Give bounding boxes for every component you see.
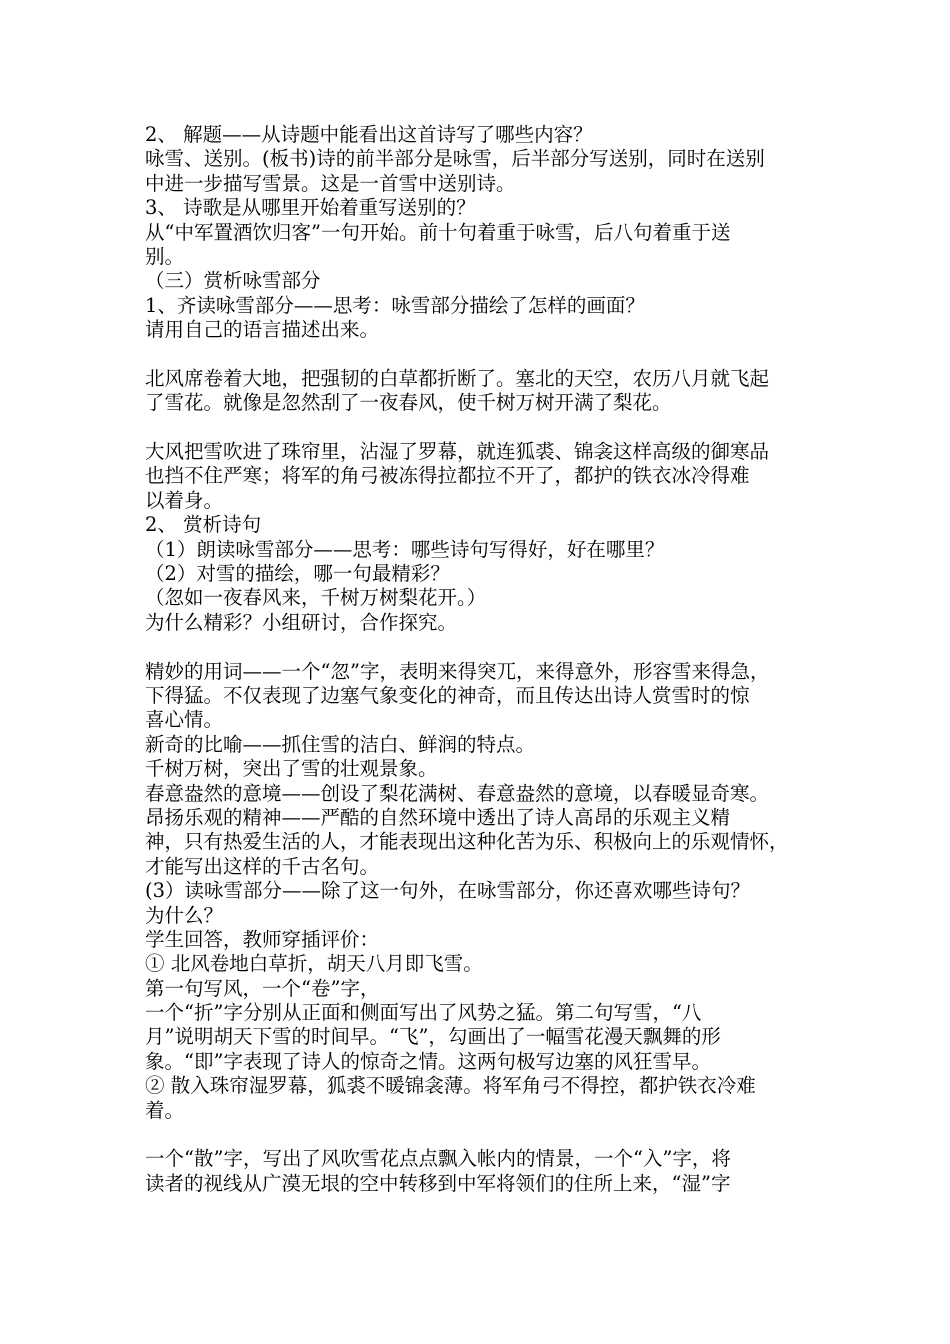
text-line: (3）读咏雪部分——除了这一句外，在咏雪部分，你还喜欢哪些诗句？ (145, 879, 751, 903)
blank-line (145, 416, 820, 440)
text-line: 从“中军置酒饮归客”一句开始。前十句着重于咏雪，后八句着重于送 (145, 220, 731, 244)
text-line: 2、 解题——从诗题中能看出这首诗写了哪些内容？ (145, 123, 593, 146)
text-line: 一个“折”字分别从正面和侧面写出了风势之猛。第二句写雪，“八 (145, 1001, 702, 1025)
text-line: 2、 赏析诗句 (145, 513, 262, 537)
text-line: 才能写出这样的千古名句。 (145, 854, 380, 878)
text-line: 3、 诗歌是从哪里开始着重写送别的？ (145, 196, 476, 220)
text-line: 中进一步描写雪景。这是一首雪中送别诗。 (145, 171, 516, 195)
text-line: 1、齐读咏雪部分——思考：咏雪部分描绘了怎样的画面？ (145, 293, 645, 317)
text-line: 以着身。 (145, 488, 224, 512)
text-line: 月”说明胡天下雪的时间早。“飞”，勾画出了一幅雪花漫天飘舞的形 (145, 1025, 721, 1049)
text-line: 为什么？ (145, 903, 224, 927)
blank-line (145, 635, 820, 659)
text-line: 喜心情。 (145, 708, 224, 732)
text-line: 了雪花。就像是忽然刮了一夜春风，使千树万树开满了梨花。 (145, 391, 672, 415)
blank-line (145, 1123, 820, 1147)
text-line: ② 散入珠帘湿罗幕，狐裘不暖锦衾薄。将军角弓不得控，都护铁衣冷难 (145, 1074, 756, 1098)
text-line: 千树万树，突出了雪的壮观景象。 (145, 757, 438, 781)
text-line: 象。“即”字表现了诗人的惊奇之情。这两句极写边塞的风狂雪早。 (145, 1049, 711, 1073)
text-line: 也挡不住严寒；将军的角弓被冻得拉都拉不开了，都护的铁衣冰冷得难 (145, 464, 750, 488)
blank-line (145, 343, 820, 367)
text-line: 着。 (145, 1098, 185, 1122)
text-line: 神，只有热爱生活的人，才能表现出这种化苦为乐、积极向上的乐观情怀， (145, 830, 789, 854)
text-line: 北风席卷着大地，把强韧的白草都折断了。塞北的天空，农历八月就飞起 (145, 366, 770, 390)
text-line: ① 北风卷地白草折，胡天八月即飞雪。 (145, 952, 483, 976)
text-line: 第一句写风，一个“卷”字， (145, 976, 380, 1000)
document-body (145, 123, 820, 1196)
text-line: 学生回答，教师穿插评价： (145, 927, 380, 951)
text-line: 大风把雪吹进了珠帘里，沾湿了罗幕，就连狐裘、锦衾这样高级的御寒品 (145, 440, 770, 464)
text-line: 精妙的用词——一个“忽”字，表明来得突兀，来得意外，形容雪来得急， (145, 659, 770, 683)
text-line: 读者的视线从广漠无垠的空中转移到中军将领们的住所上来，“湿”字 (145, 1171, 731, 1195)
text-line: 一个“散”字，写出了风吹雪花点点飘入帐内的情景，一个“入”字，将 (145, 1147, 731, 1171)
text-line: （忽如一夜春风来，千树万树梨花开。） (145, 586, 487, 610)
text-line: 下得猛。不仅表现了边塞气象变化的神奇，而且传达出诗人赏雪时的惊 (145, 683, 750, 707)
text-line: （三）赏析咏雪部分 (145, 269, 321, 293)
text-line: 昂扬乐观的精神——严酷的自然环境中透出了诗人高昂的乐观主义精 (145, 805, 731, 829)
text-line: 咏雪、送别。(板书)诗的前半部分是咏雪，后半部分写送别，同时在送别 (145, 147, 765, 171)
text-line: 别。 (145, 244, 185, 268)
text-line: 新奇的比喻——抓住雪的洁白、鲜润的特点。 (145, 732, 536, 756)
text-line: 春意盎然的意境——创设了梨花满树、春意盎然的意境，以春暖显奇寒。 (145, 781, 770, 805)
text-line: 请用自己的语言描述出来。 (145, 318, 380, 342)
text-line: 为什么精彩？小组研讨，合作探究。 (145, 610, 458, 634)
text-line: （1）朗读咏雪部分——思考：哪些诗句写得好，好在哪里？ (145, 537, 665, 561)
text-line: （2）对雪的描绘，哪一句最精彩？ (145, 562, 450, 586)
